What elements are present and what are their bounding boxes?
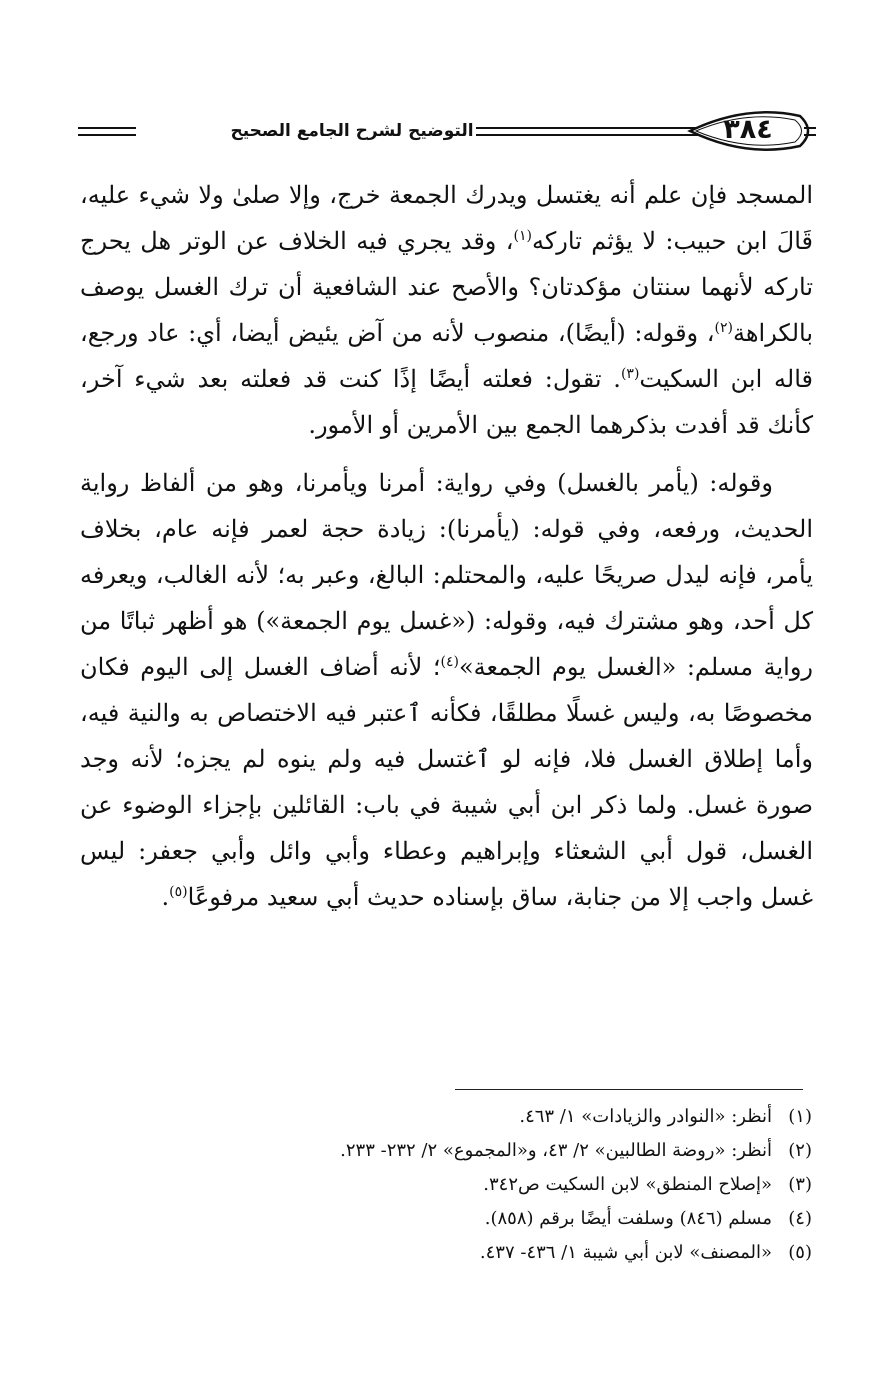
text-run: وقوله: (يأمر بالغسل) وفي رواية: أمرنا ويأمرنا، وهو من ألفاظ رواية الحديث، ورفعه، وفي قوله: (يأمرنا): زيادة حجة لعمر فإنه عام، بخلاف يأمر، فإنه ليدل صريحًا عليه، والمحتلم: البالغ، وعبر به؛ لأنه الغالب، ويعرفه كل أحد، وهو مشترك فيه، وقوله: («غسل يوم الجمعة») هو أظهر ثباتًا من رواية مسلم: «الغسل يوم الجمعة» [80,469,814,681]
footnote [150,1100,812,1134]
running-title: التوضيح لشرح الجامع الصحيح [228,120,476,142]
footnote-divider [455,1089,803,1090]
footnote-number: (١) [788,1106,812,1127]
footnote [150,1134,812,1168]
footnote-ref: (٢) [714,320,733,336]
text-run: . [161,883,170,911]
footnote-number: (٤) [788,1208,812,1229]
text-run: ، وقوله: (أيضًا)، منصوب لأنه من آض يئيض أيضا، أي: عاد ورجع، قاله ابن السكيت [80,319,814,393]
text-run: ؛ لأنه أضاف الغسل إلى اليوم فكان مخصوصًا به، وليس غسلًا مطلقًا، فكأنه ٱعتبر فيه الاختصاص به والنية فيه، وأما إطلاق الغسل فلا، فإنه لو ٱغتسل فيه ولم ينوه لم يجزه؛ لأنه وجد صورة غسل. ولما ذكر ابن أبي شيبة في باب: القائلين بإجزاء الوضوء عن الغسل، قول أبي الشعثاء وإبراهيم وعطاء وأبي وائل وأبي جعفر: ليس غسل واجب إلا من جنابة، ساق بإسناده حديث أبي سعيد مرفوعًا [80,653,814,911]
text-run: ، وقد يجري فيه الخلاف عن الوتر هل يحرج تاركه لأنهما سنتان مؤكدتان؟ والأصح عند الشافعية أن ترك الغسل يوصف بالكراهة [80,227,813,347]
footnote-text: أنظر: «روضة الطالبين» ٢/ ٤٣، و«المجموع» ٢/ ٢٣٢- ٢٣٣. [340,1140,772,1161]
footnote [150,1202,812,1236]
page-header [78,110,816,156]
page-number: ٣٨٤ [723,114,773,145]
footnote-number: (٢) [788,1140,812,1161]
text-run: . تقول: فعلته أيضًا إذًا كنت قد فعلته بعد شيء آخر، كأنك قد أفدت بذكرهما الجمع بين الأمرين أو الأمور. [80,365,813,439]
footnotes-list [150,1100,812,1270]
footnote [150,1236,812,1270]
footnote-number: (٣) [788,1174,812,1195]
footnote-ref: (٤) [440,654,459,670]
footnote-number: (٥) [788,1242,812,1263]
paragraph [80,172,813,448]
paragraph [80,460,813,920]
footnote-ref: (١) [513,228,532,244]
footnote [150,1168,812,1202]
footnote-ref: (٥) [169,884,188,900]
footnote-text: أنظر: «النوادر والزيادات» ١/ ٤٦٣. [519,1106,772,1127]
footnote-text: «إصلاح المنطق» لابن السكيت ص٣٤٢. [483,1174,772,1195]
main-text [80,172,813,920]
footnote-text: «المصنف» لابن أبي شيبة ١/ ٤٣٦- ٤٣٧. [479,1242,772,1263]
text-run: المسجد فإن علم أنه يغتسل ويدرك الجمعة خرج، وإلا صلىٰ ولا شيء عليه، قَالَ ابن حبيب: لا يؤثم تاركه [80,181,813,255]
footnote-ref: (٣) [620,366,640,382]
footnote-text: مسلم (٨٤٦) وسلفت أيضًا برقم (٨٥٨). [484,1208,772,1229]
